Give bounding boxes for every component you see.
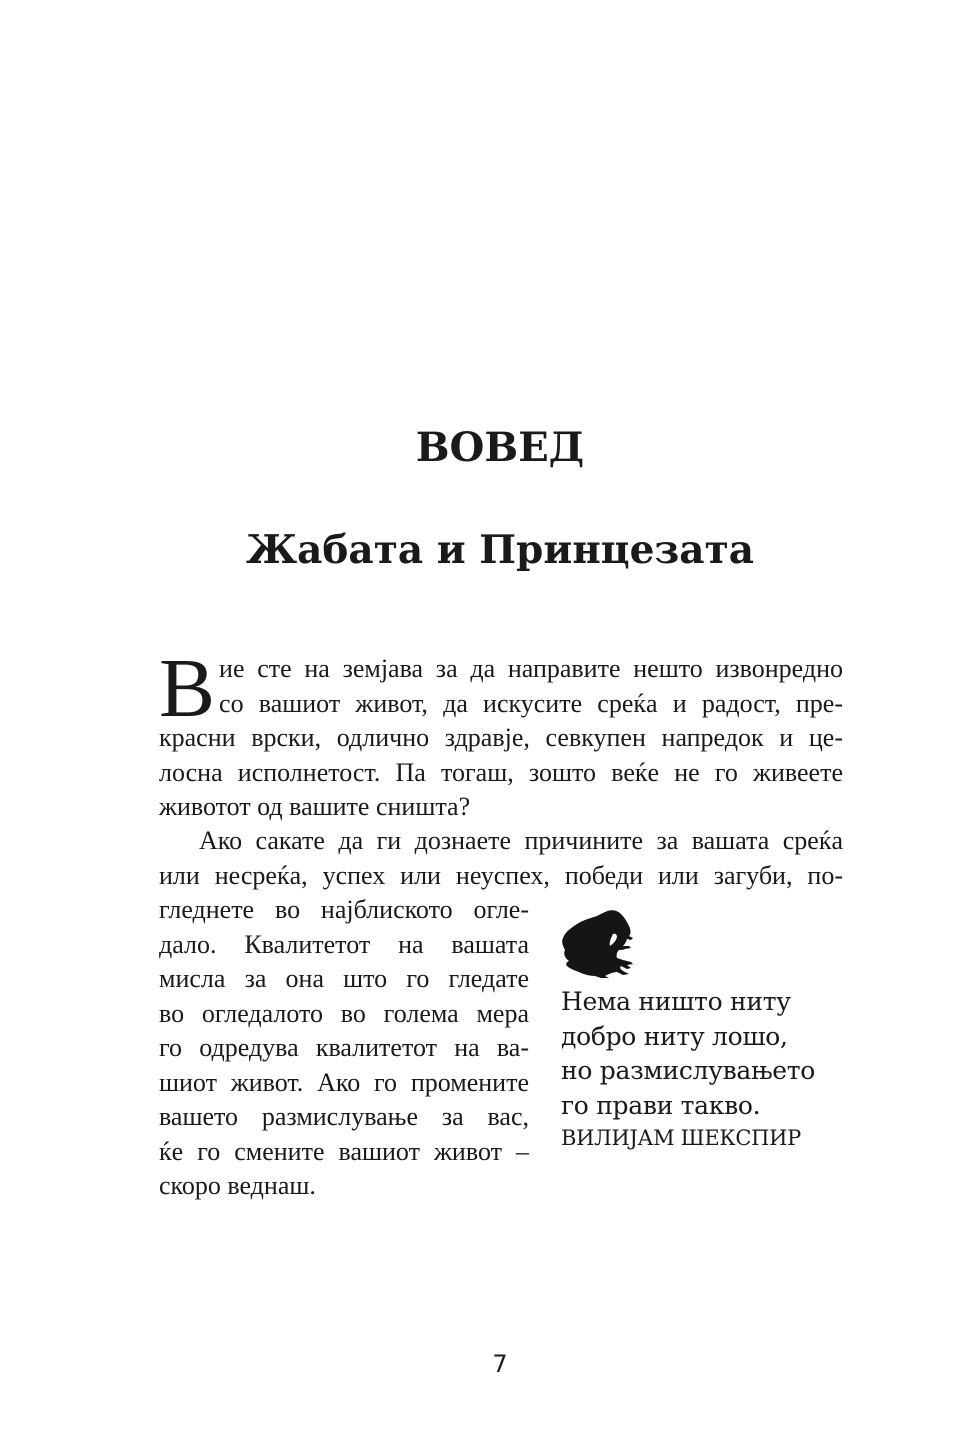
text-line: или несреќа, успех или неуспех, победи или загуби, по- — [159, 860, 843, 890]
text-line: животот од вашите сништа? — [159, 792, 471, 821]
quote-line: Нема ништо ниту — [561, 987, 791, 1016]
text-line: дало. Квалитетот на вашата — [159, 929, 529, 959]
drop-cap: В — [159, 642, 216, 735]
chapter-label: ВОВЕД — [415, 424, 585, 471]
text-line: мисла за она што го гледате — [159, 964, 529, 993]
page-number: 7 — [492, 1350, 508, 1378]
quote-line: добро ниту лошо, — [561, 1021, 788, 1051]
quote-author: ВИЛИЈАМ ШЕКСПИР — [561, 1126, 801, 1150]
second-paragraph — [159, 824, 843, 893]
text-line: го одредува квалитетот на ва- — [159, 1033, 529, 1062]
chapter-title: Жабата и Принцезата — [245, 527, 755, 573]
text-line: со вашиот живот, да искусите среќа и радост, пре- — [219, 688, 843, 718]
text-line: красни врски, одлично здравје, севкупен напредок и це- — [159, 723, 843, 752]
quote-line: го прави такво. — [561, 1090, 761, 1120]
second-paragraph-column — [159, 893, 529, 1204]
opening-paragraph — [159, 642, 843, 825]
text-line: вашето размислување за вас, — [159, 1102, 529, 1131]
text-line: гледнете во најблиското огле- — [159, 895, 529, 924]
text-line: лосна исполнетост. Па тогаш, зошто веќе не го живеете — [159, 757, 843, 787]
text-line: во огледалото во голема мера — [159, 998, 529, 1028]
text-line: скоро веднаш. — [159, 1171, 316, 1200]
text-line: Ако сакате да ги дознаете причините за вашата среќа — [199, 826, 843, 855]
text-line: шиот живот. Ако го промените — [159, 1067, 529, 1097]
text-line: ие сте на земјава за да направите нешто извонредно — [219, 654, 843, 683]
quote-text — [561, 985, 851, 1123]
text-line: ќе го смените вашиот живот – — [159, 1136, 529, 1166]
frog-silhouette-icon — [561, 908, 637, 980]
quote-line: но размислувањето — [561, 1056, 815, 1085]
quote-sidebar — [561, 908, 851, 1150]
